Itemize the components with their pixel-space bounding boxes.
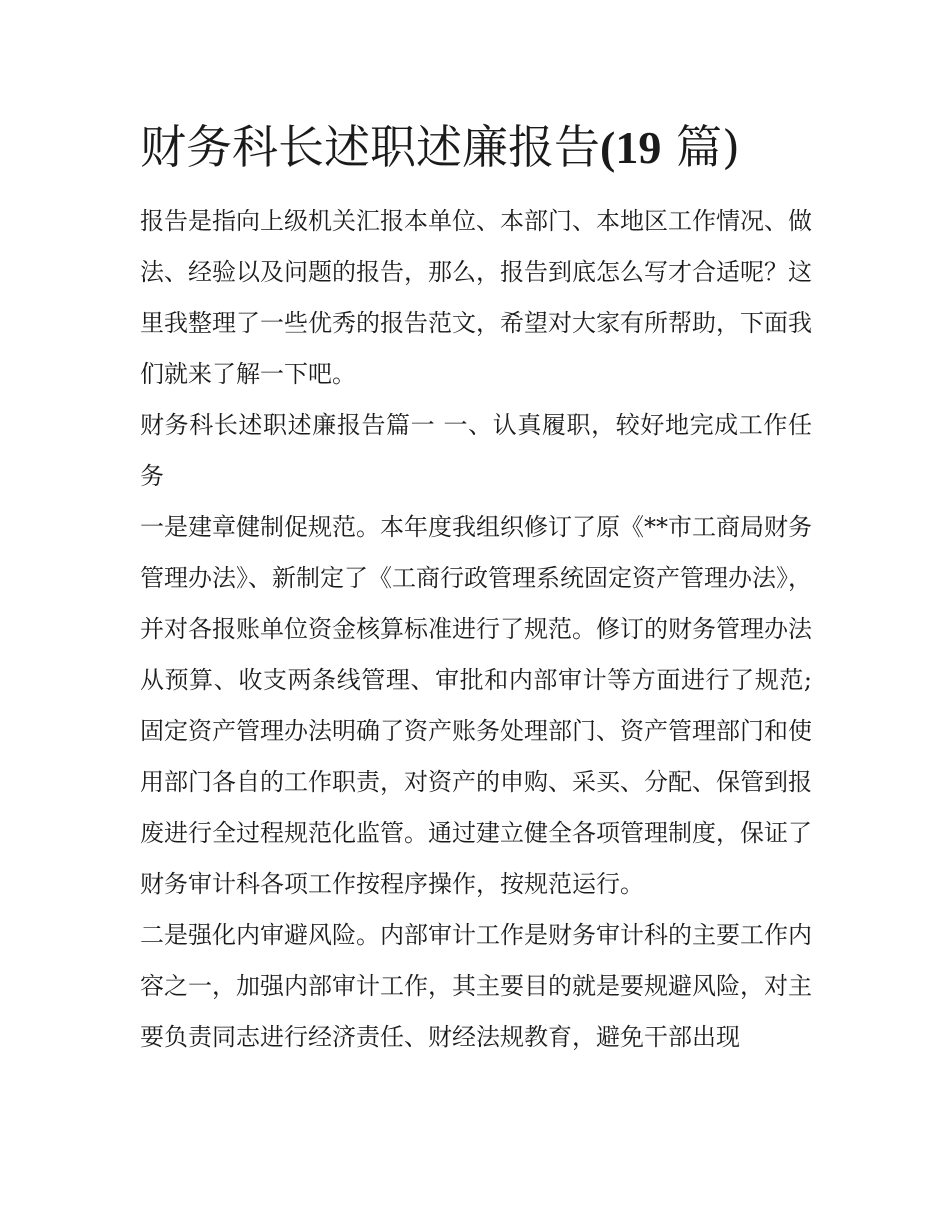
document-body — [140, 196, 812, 1063]
paragraph-audit: 二是强化内审避风险。内部审计工作是财务审计科的主要工作内容之一，加强内部审计工作，其主要目的就是要规避风险，对主要负责同志进行经济责任、财经法规教育，避免干部出现 — [140, 921, 812, 1051]
title-main: 财务科长述职述廉报告 — [140, 120, 600, 174]
title-paren-number: (19 — [600, 122, 662, 173]
title-suffix: 篇) — [675, 120, 740, 174]
paragraph-intro: 报告是指向上级机关汇报本单位、本部门、本地区工作情况、做法、经验以及问题的报告，那么，报告到底怎么写才合适呢？这里我整理了一些优秀的报告范文，希望对大家有所帮助，下面我们就来了解一下吧。 — [140, 207, 812, 388]
document-title — [140, 112, 840, 183]
paragraph-rules: 一是建章健制促规范。本年度我组织修订了原《**市工商局财务管理办法》、新制定了《工商行政管理系统固定资产管理办法》，并对各报账单位资金核算标准进行了规范。修订的财务管理办法从预算、收支两条线管理、审批和内部审计等方面进行了规范;固定资产管理办法明确了资产账务处理部门、资产管理部门和使用部门各自的工作职责，对资产的申购、采买、分配、保管到报废进行全过程规范化监管。通过建立健全各项管理制度，保证了财务审计科各项工作按程序操作，按规范运行。 — [140, 513, 812, 898]
paragraph-section-heading: 财务科长述职述廉报告篇一 一、认真履职，较好地完成工作任务 — [140, 411, 812, 490]
